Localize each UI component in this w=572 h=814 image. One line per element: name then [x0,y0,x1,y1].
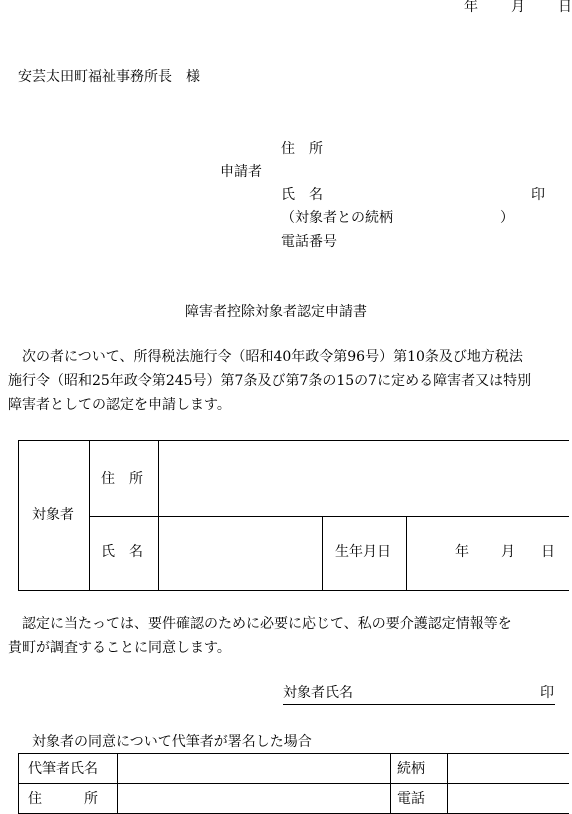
date-year: 年 [464,0,478,15]
applicant-address-label: 住 所 [281,141,323,157]
applicant-name-label: 氏 名 [281,187,323,203]
proxy-relation-label: 続柄 [397,761,425,777]
signature-label: 対象者氏名 [283,685,353,701]
applicant-role-label: 申請者 [220,164,262,180]
addressee: 安芸太田町福祉事務所長 様 [18,69,200,85]
applicant-relation-close: ） [500,210,514,226]
consent-line-1: 認定に当たっては、要件確認のために必要に応じて、私の要介護認定情報等を [8,616,512,632]
applicant-seal: 印 [531,187,545,203]
proxy-heading: 対象者の同意について代筆者が署名した場合 [32,734,312,750]
applicant-relation-open: （対象者との続柄 [281,210,393,226]
page-title: 障害者控除対象者認定申請書 [185,304,367,320]
date-day: 日 [558,0,572,15]
signature-seal: 印 [540,685,554,701]
subject-birth-label: 生年月日 [335,544,391,560]
subject-address-label: 住 所 [101,471,143,487]
consent-line-2: 貴町が調査することに同意します。 [8,640,231,656]
proxy-phone-label: 電話 [397,791,425,807]
body-line-3: 障害者としての認定を申請します。 [8,397,231,413]
applicant-phone-label: 電話番号 [281,234,337,250]
body-line-2: 施行令（昭和25年政令第245号）第7条及び第7条の15の7に定める障害者又は特別 [8,373,532,389]
subject-birth-year: 年 [455,544,469,560]
subject-birth-day: 日 [541,544,555,560]
signature-underline [283,704,555,705]
date-month: 月 [511,0,525,15]
body-line-1: 次の者について、所得税法施行令（昭和40年政令第96号）第10条及び地方税法 [8,349,523,365]
subject-birth-month: 月 [501,544,515,560]
proxy-address-label: 住 所 [28,791,98,807]
subject-name-label: 氏 名 [101,544,143,560]
proxy-name-label: 代筆者氏名 [28,761,98,777]
subject-row-header: 対象者 [32,507,74,523]
